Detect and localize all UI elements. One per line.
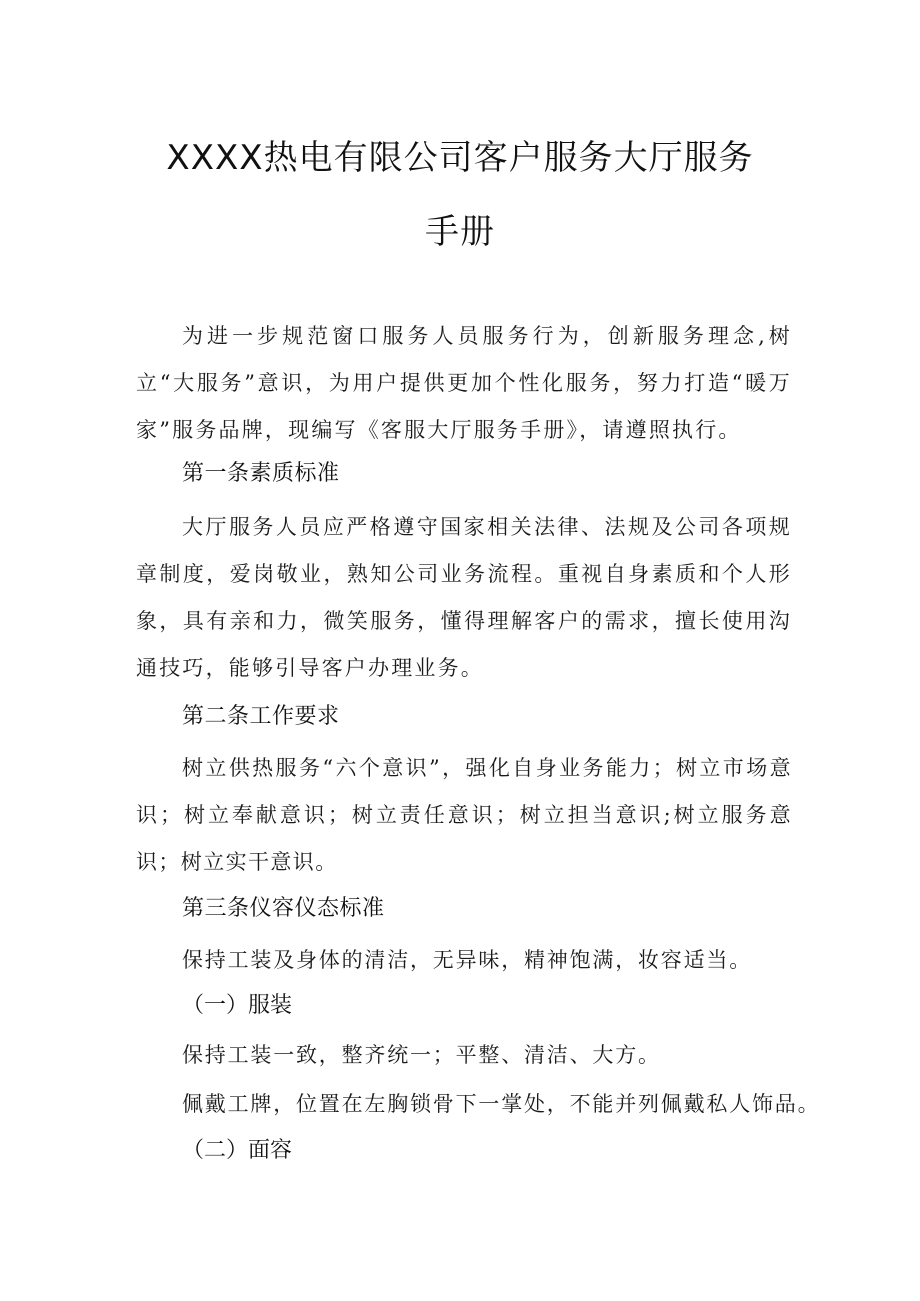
section-2-body: 树立供热服务“六个意识”，强化自身业务能力；树立市场意识；树立奉献意识；树立责任意识；树立担当意识;树立服务意识；树立实干意识。 bbox=[136, 756, 792, 874]
subsection-2-heading: （二）面容 bbox=[182, 1138, 293, 1163]
section-1-heading: 第一条素质标准 bbox=[182, 461, 340, 486]
subsection-1-line-1: 保持工装一致，整齐统一；平整、清洁、大方。 bbox=[182, 1043, 661, 1067]
section-3-body: 保持工装及身体的清洁，无异味，精神饱满，妆容适当。 bbox=[182, 948, 752, 972]
section-2-heading: 第二条工作要求 bbox=[182, 704, 340, 729]
subsection-1-line-2: 佩戴工牌，位置在左胸锁骨下一掌处，不能并列佩戴私人饰品。 bbox=[182, 1092, 821, 1116]
section-1-body: 大厅服务人员应严格遵守国家相关法律、法规及公司各项规章制度，爱岗敬业，熟知公司业务流程。重视自身素质和个人形象，具有亲和力，微笑服务，懂得理解客户的需求，擅长使用沟通技巧，能够引导客户办理业务。 bbox=[136, 515, 792, 680]
section-3-heading: 第三条仪容仪态标准 bbox=[182, 896, 385, 921]
document-title-line1: XXXX热电有限公司客户服务大厅服务 bbox=[166, 138, 754, 178]
document-title-line2: 手册 bbox=[425, 212, 495, 252]
subsection-1-heading: （一）服装 bbox=[182, 993, 293, 1018]
intro-paragraph: 为进一步规范窗口服务人员服务行为，创新服务理念,树立“大服务”意识，为用户提供更加个性化服务，努力打造“暖万家”服务品牌，现编写《客服大厅服务手册》，请遵照执行。 bbox=[136, 324, 792, 442]
